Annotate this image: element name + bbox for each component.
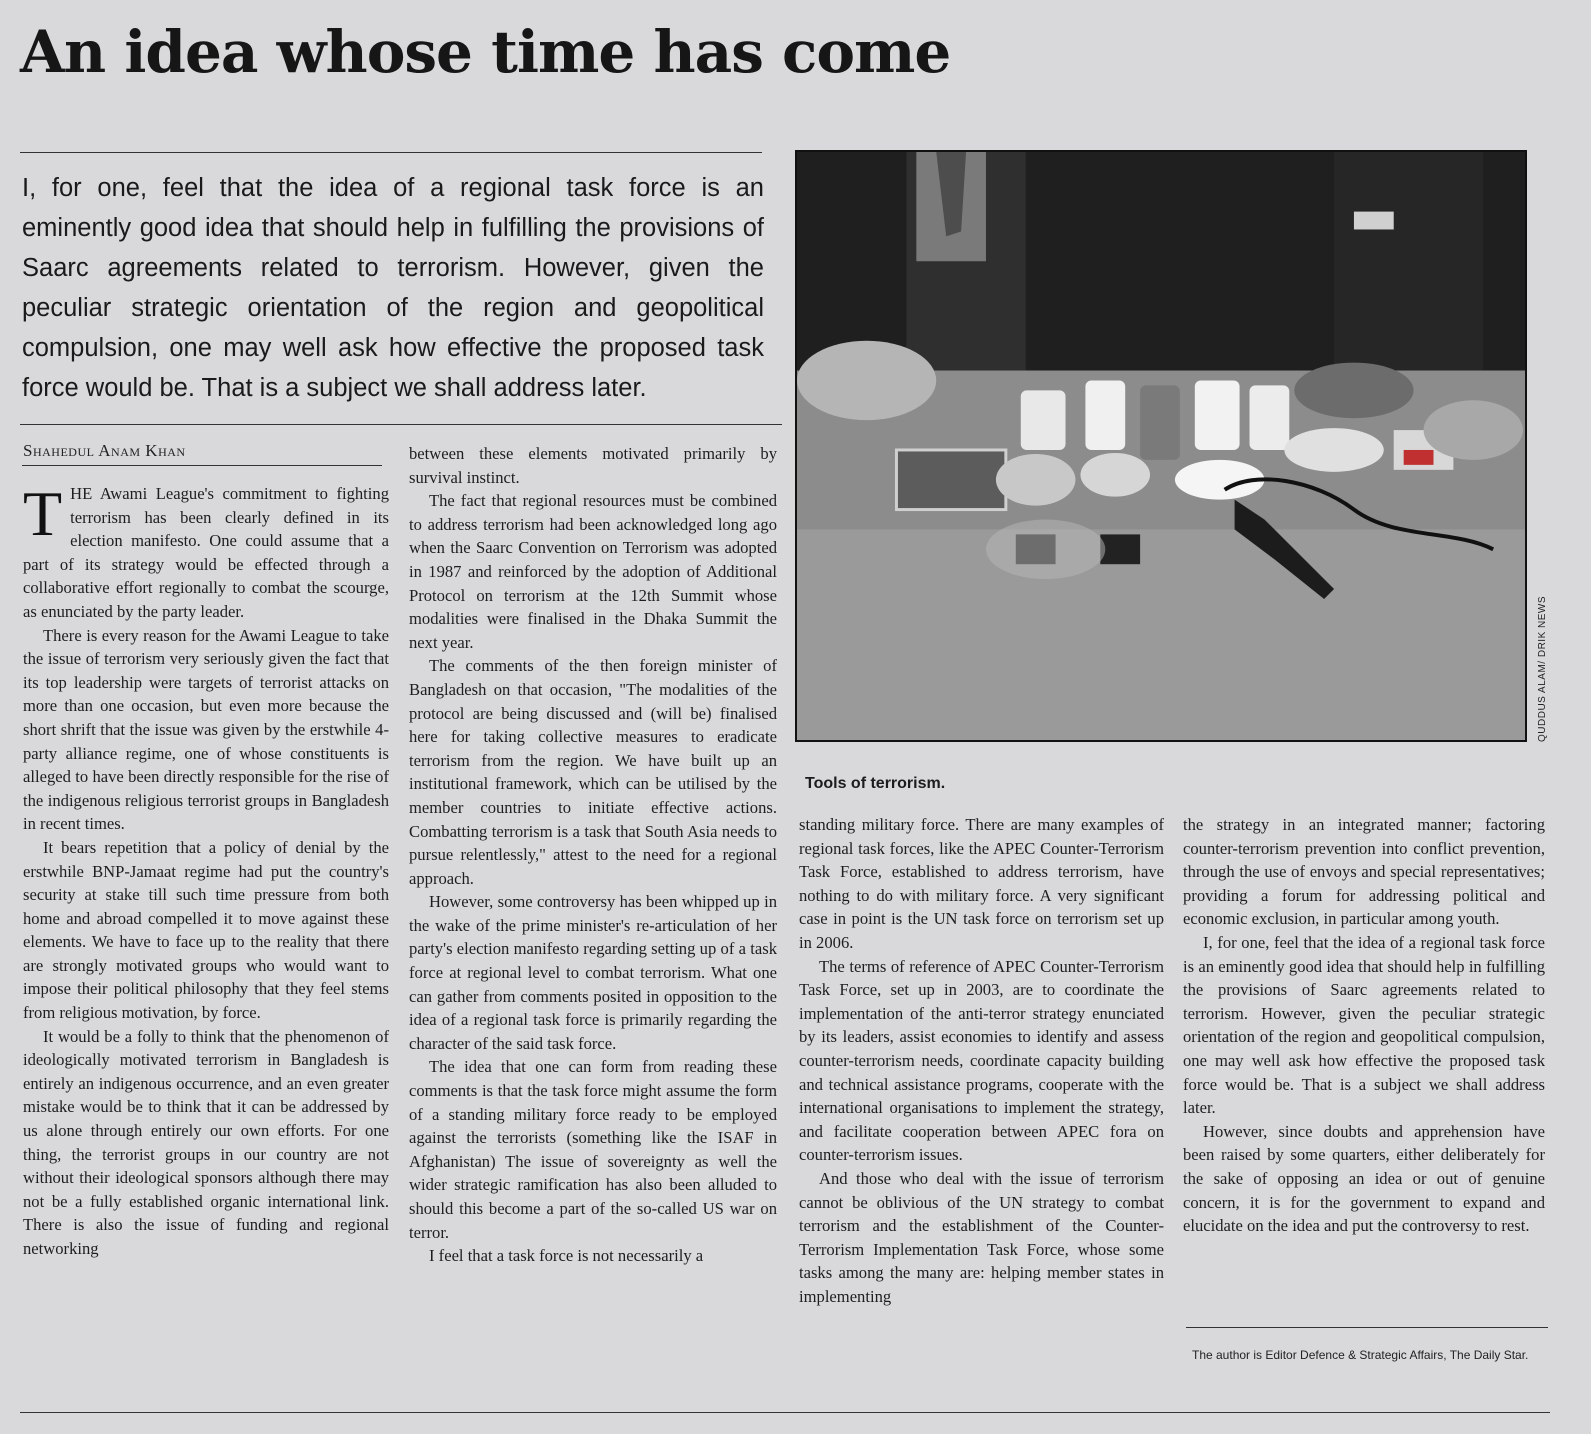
photo-caption: Tools of terrorism. bbox=[805, 775, 946, 792]
paragraph: between these elements motivated primarily by survival instinct. bbox=[409, 444, 777, 487]
paragraph: The comments of the then foreign minister of Bangladesh on that occasion, "The modalities of the protocol are being discussed and (will be) finalised here for taking collective measures to eradicate terrorism from the region. We have built up an institutional framework, which can be utilised by the member countries to initiate effective actions. Combatting terrorism is a task that South Asia needs to pursue relentlessly," attest to the need for a regional approach. bbox=[409, 656, 777, 888]
byline-rule bbox=[22, 465, 382, 466]
photo-credit: QUDDUS ALAM/ DRIK NEWS bbox=[1537, 595, 1548, 742]
page-bottom-rule bbox=[20, 1412, 1550, 1413]
pull-quote-top-rule bbox=[20, 152, 762, 153]
paragraph: I, for one, feel that the idea of a regional task force is an eminently good idea that should help in fulfilling the provisions of Saarc agreements related to terrorism. However, given the peculiar strategic orientation of the region and geopolitical compulsion, one may well ask how effective the proposed task force would be. That is a subject we shall address later. bbox=[1183, 932, 1545, 1118]
author-bio-rule bbox=[1186, 1327, 1548, 1328]
paragraph: The fact that regional resources must be combined to address terrorism had been acknowledged long ago when the Saarc Convention on Terrorism was adopted in 1987 and reinforced by the adoption of Additional Protocol on terrorism at the 12th Summit whose modalities were finalised in the Dhaka Summit the next year. bbox=[409, 491, 777, 652]
paragraph bbox=[23, 478, 389, 624]
pull-quote-text: I, for one, feel that the idea of a regional task force is an eminently good idea that should help in fulfilling the provisions of Saarc agreements related to terrorism. However, given the peculiar strategic orientation of the region and geopolitical compulsion, one may well ask how effective the proposed task force would be. That is a subject we shall address later. bbox=[22, 174, 764, 402]
news-photo bbox=[795, 150, 1527, 742]
paragraph: However, some controversy has been whipped up in the wake of the prime minister's re-articulation of her party's election manifesto regarding setting up of a task force at regional level to combat terrorism. What one can gather from comments posited in opposition to the idea of a regional task force is primarily regarding the character of the said task force. bbox=[409, 892, 777, 1053]
paragraph: The idea that one can form from reading these comments is that the task force might assume the form of a standing military force ready to be employed against the terrorists (something like the ISAF in Afghanistan) The issue of sovereignty as well the wider strategic ramification has also been alluded to should this become a part of the so-called US war on terror. bbox=[409, 1057, 777, 1242]
column-3 bbox=[799, 813, 1164, 1308]
column-1 bbox=[23, 478, 389, 1261]
paragraph: There is every reason for the Awami League to take the issue of terrorism very seriously given the fact that its top leadership were targets of terrorist attacks on more than one occasion, but even more because the short shrift that the issue was given by the erstwhile 4-party alliance regime, one of whose constituents is alleged to have been directly responsible for the rise of the indigenous religious terrorist groups in Bangladesh in recent times. bbox=[23, 625, 389, 834]
pull-quote bbox=[22, 168, 764, 408]
byline: Shahedul Anam Khan bbox=[23, 441, 186, 460]
photo-illustration bbox=[797, 152, 1525, 740]
paragraph: And those who deal with the issue of terrorism cannot be oblivious of the UN strategy to combat terrorism and the establishment of the Counter-Terrorism Implementation Task Force, whose some tasks among the many are: helping member states in implementing bbox=[799, 1168, 1164, 1306]
paragraph: It bears repetition that a policy of denial by the erstwhile BNP-Jamaat regime had put the country's security at stake till such time pressure from both home and abroad compelled it to move against these elements. We have to face up to the reality that there are strongly motivated groups who would want to impose their political philosophy that they feel stems from religious motivation, by force. bbox=[23, 837, 389, 1023]
paragraph-text: HE Awami League's commitment to fighting terrorism has been clearly defined in its election manifesto. One could assume that a part of its strategy would be effected through a collaborative effort regionally to combat the scourge, as enunciated by the party leader. bbox=[23, 484, 389, 621]
paragraph: The terms of reference of APEC Counter-Terrorism Task Force, set up in 2003, are to coordinate the implementation of the anti-terror strategy enunciated by its leaders, assist economies to identify and assess counter-terrorism needs, coordinate capacity building and technical assistance programs, cooperate with the international organisations to implement the strategy, and facilitate cooperation between APEC fora on counter-terrorism issues. bbox=[799, 956, 1164, 1165]
paragraph: It would be a folly to think that the phenomenon of ideologically motivated terrorism in Bangladesh is entirely an indigenous occurrence, and an even greater mistake would be to think that it can be addressed by us alone through entirely our own efforts. For one thing, the terrorist groups in our country are not without their ideological sponsors although there may not be a fully established organic international link. There is also the issue of funding and regional networking bbox=[23, 1026, 389, 1258]
headline: An idea whose time has come bbox=[20, 18, 951, 86]
paragraph: standing military force. There are many examples of regional task forces, like the APEC Counter-Terrorism Task Force, established to address terrorism, have nothing to do with military force. A very significant case in point is the UN task force on terrorism set up in 2006. bbox=[799, 815, 1164, 952]
pull-quote-bottom-rule bbox=[20, 424, 782, 425]
paragraph: I feel that a task force is not necessarily a bbox=[429, 1246, 704, 1266]
drop-cap: T bbox=[23, 478, 63, 549]
column-4 bbox=[1183, 813, 1545, 1238]
author-bio: The author is Editor Defence & Strategic Affairs, The Daily Star. bbox=[1192, 1348, 1529, 1362]
paragraph: However, since doubts and apprehension have been raised by some quarters, either deliberately for the sake of opposing an idea or out of genuine concern, it is for the government to expand and elucidate on the idea and put the controversy to rest. bbox=[1183, 1121, 1545, 1236]
paragraph: the strategy in an integrated manner; factoring counter-terrorism prevention into conflict prevention, through the use of envoys and special representatives; providing a forum for addressing political and economic exclusion, in particular among youth. bbox=[1183, 815, 1545, 929]
column-2 bbox=[409, 442, 777, 1268]
